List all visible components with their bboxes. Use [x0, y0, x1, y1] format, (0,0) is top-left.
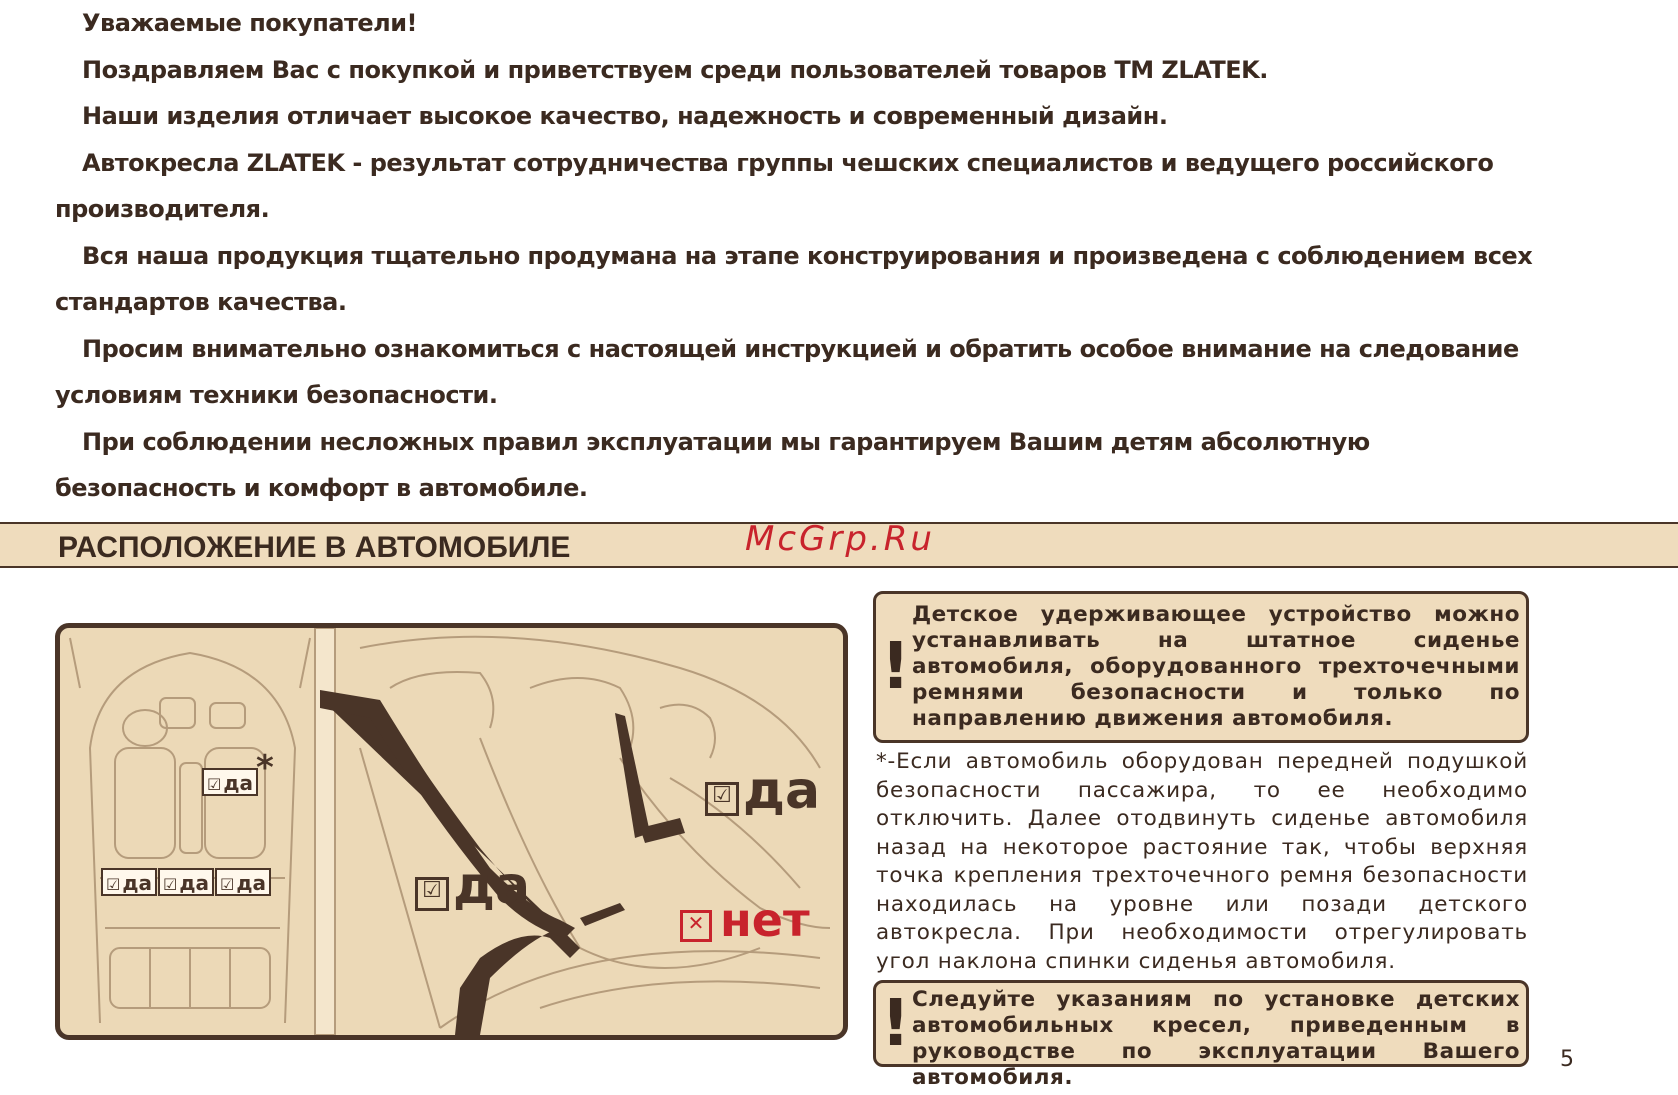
warning-box-bottom	[873, 980, 1529, 1090]
intro-paragraph: Автокресла ZLATEK - результат сотрудничества группы чешских специалистов и ведущего российского производителя.	[55, 148, 1494, 223]
checkbox-icon: ☑	[415, 877, 449, 911]
page-number: 5	[1560, 1047, 1574, 1072]
yes-label: да	[223, 771, 253, 795]
checkbox-icon: ☑	[207, 775, 222, 794]
rear-left-yes-tag	[101, 868, 157, 896]
warning-text: Следуйте указаниям по установке детских автомобильных кресел, приведенным в руководстве по эксплуатации Вашего автомобиля.	[912, 987, 1520, 1090]
asterisk-mark: *	[256, 748, 274, 788]
front-passenger-yes-tag	[202, 768, 258, 796]
side-seat-yes-label	[415, 858, 530, 914]
checkbox-icon: ☑	[163, 875, 178, 894]
airbag-note: *-Если автомобиль оборудован передней подушкой безопасности пассажира, то ее необходимо отключить. Далее отодвинуть сиденье автомобиля назад на некоторое растояние так, чтобы верхняя точка крепления трехточечного ремня безопасности находилась на уровне или позади детского автокресла. При необходимости отрегулировать угол наклона спинки сиденья автомобиля.	[876, 749, 1528, 974]
warning-text: Детское удерживающее устройство можно устанавливать на штатное сиденье автомобиля, оборудованного трехточечными ремнями безопасности и только по направлению движения автомобиля.	[912, 602, 1520, 731]
section-title: РАСПОЛОЖЕНИЕ В АВТОМОБИЛЕ	[58, 531, 571, 564]
yes-label: да	[236, 871, 266, 895]
cross-icon: ✕	[680, 910, 712, 942]
yes-label: да	[743, 761, 821, 821]
warning-box-top	[873, 591, 1529, 743]
intro-paragraph: Вся наша продукция тщательно продумана на этапе конструирования и произведена с соблюдением всех стандартов качества.	[55, 241, 1533, 316]
intro-paragraph: Поздравляем Вас с покупкой и приветствуем среди пользователей товаров ТМ ZLATEK.	[82, 55, 1268, 84]
yes-label: да	[179, 871, 209, 895]
exclamation-icon: !	[881, 986, 911, 1061]
rear-seat-yes-label	[705, 763, 820, 819]
yes-label: да	[122, 871, 152, 895]
checkbox-icon: ☑	[220, 875, 235, 894]
intro-paragraph: Просим внимательно ознакомиться с настоящей инструкцией и обратить особое внимание на следование условиям техники безопасности.	[55, 334, 1519, 409]
car-illustration-drawing	[60, 628, 843, 1035]
watermark: McGrp.Ru	[745, 519, 935, 559]
rear-seat-drawing	[360, 637, 830, 1028]
rear-middle-yes-tag	[158, 868, 214, 896]
exclamation-icon: !	[881, 630, 911, 704]
checkbox-icon: ☑	[106, 875, 121, 894]
intro-paragraph: При соблюдении несложных правил эксплуатации мы гарантируем Вашим детям абсолютную безопасность и комфорт в автомобиле.	[55, 427, 1370, 502]
intro-text	[55, 0, 1535, 512]
middle-seat-no-label	[680, 895, 810, 945]
yes-label: да	[453, 856, 531, 916]
car-top-view	[70, 638, 310, 1023]
car-seat-illustration	[55, 623, 848, 1040]
rear-right-yes-tag	[215, 868, 271, 896]
checkbox-icon: ☑	[705, 782, 739, 816]
intro-paragraph: Наши изделия отличает высокое качество, надежность и современный дизайн.	[82, 102, 1168, 130]
no-label: нет	[720, 893, 810, 947]
intro-greeting: Уважаемые покупатели!	[82, 9, 418, 37]
